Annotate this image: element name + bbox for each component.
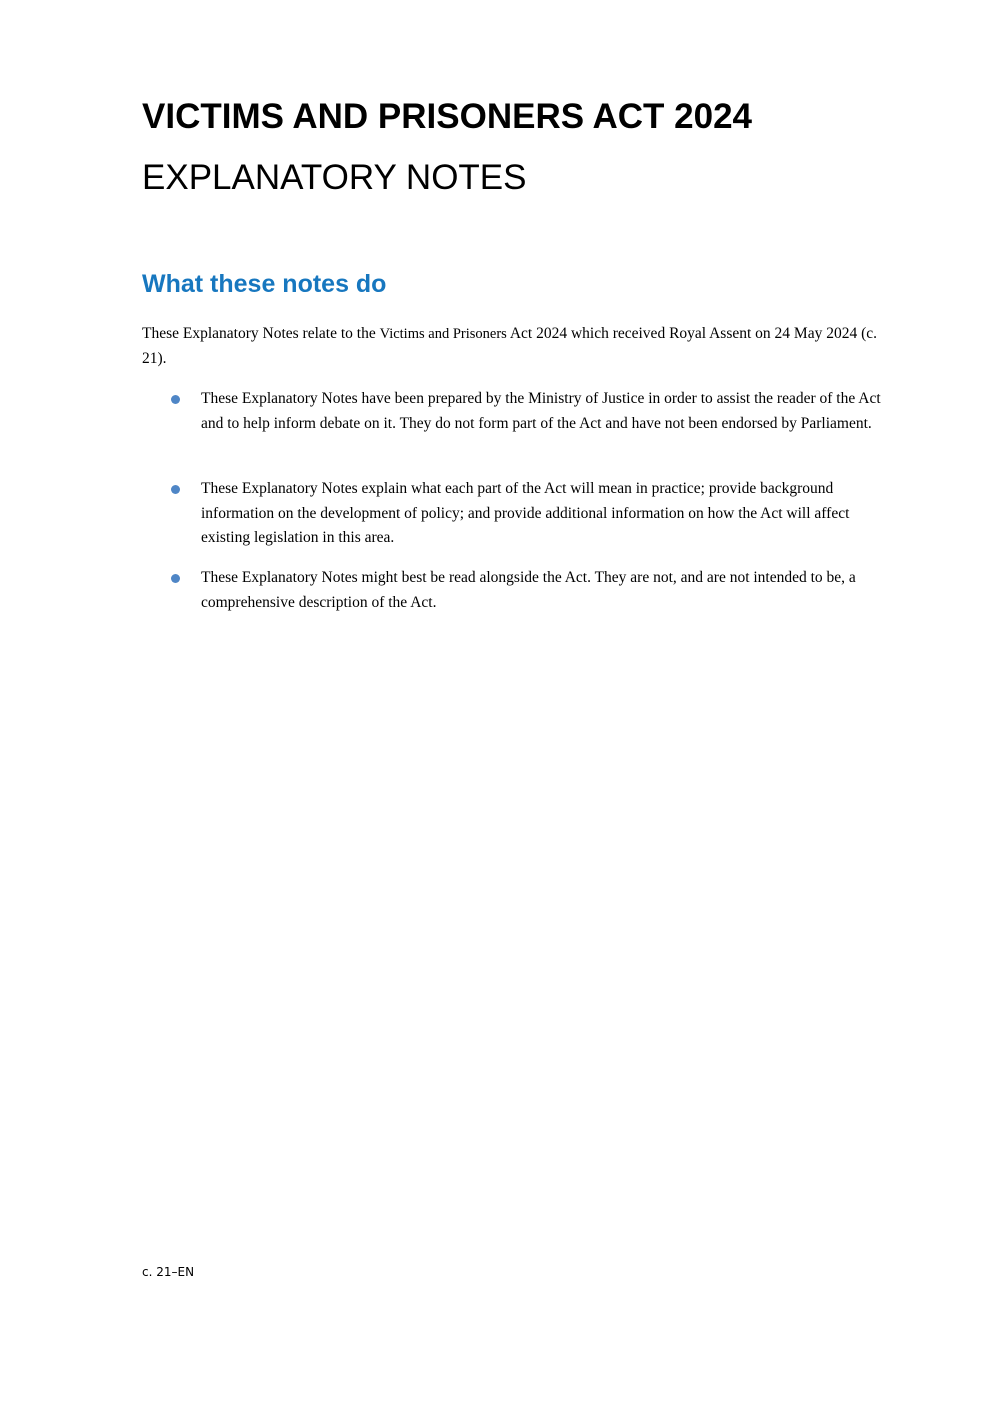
- section-heading: What these notes do: [142, 270, 387, 298]
- document-title: VICTIMS AND PRISONERS ACT 2024: [142, 97, 753, 136]
- bullet-text: These Explanatory Notes might best be read alongside the Act. They are not, and are not intended to be, a comprehensive description of the Act.: [201, 569, 856, 611]
- intro-paragraph: [142, 322, 892, 371]
- bullet-item: [201, 477, 901, 551]
- bullet-dot-icon: [171, 485, 180, 494]
- intro-text-before: These Explanatory Notes relate to the: [142, 325, 380, 342]
- bullet-dot-icon: [171, 574, 180, 583]
- bullet-item: [201, 387, 901, 436]
- intro-text-after: Act 2024 which received Royal Assent on 24 May 2024 (c. 21).: [142, 325, 878, 367]
- bullet-text: These Explanatory Notes explain what each part of the Act will mean in practice; provide background information on the development of policy; and provide additional information on how the Act will affect existing legislation in this area.: [201, 480, 850, 546]
- bullet-text: These Explanatory Notes have been prepared by the Ministry of Justice in order to assist the reader of the Act and to help inform debate on it. They do not form part of the Act and have not been endorsed by Parliament.: [201, 390, 881, 432]
- intro-act-name: Victims and Prisoners: [379, 326, 507, 342]
- bullet-dot-icon: [171, 395, 180, 404]
- document-subtitle: EXPLANATORY NOTES: [142, 158, 527, 197]
- footer-document-code: c. 21–EN: [142, 1265, 195, 1279]
- bullet-item: [201, 566, 901, 615]
